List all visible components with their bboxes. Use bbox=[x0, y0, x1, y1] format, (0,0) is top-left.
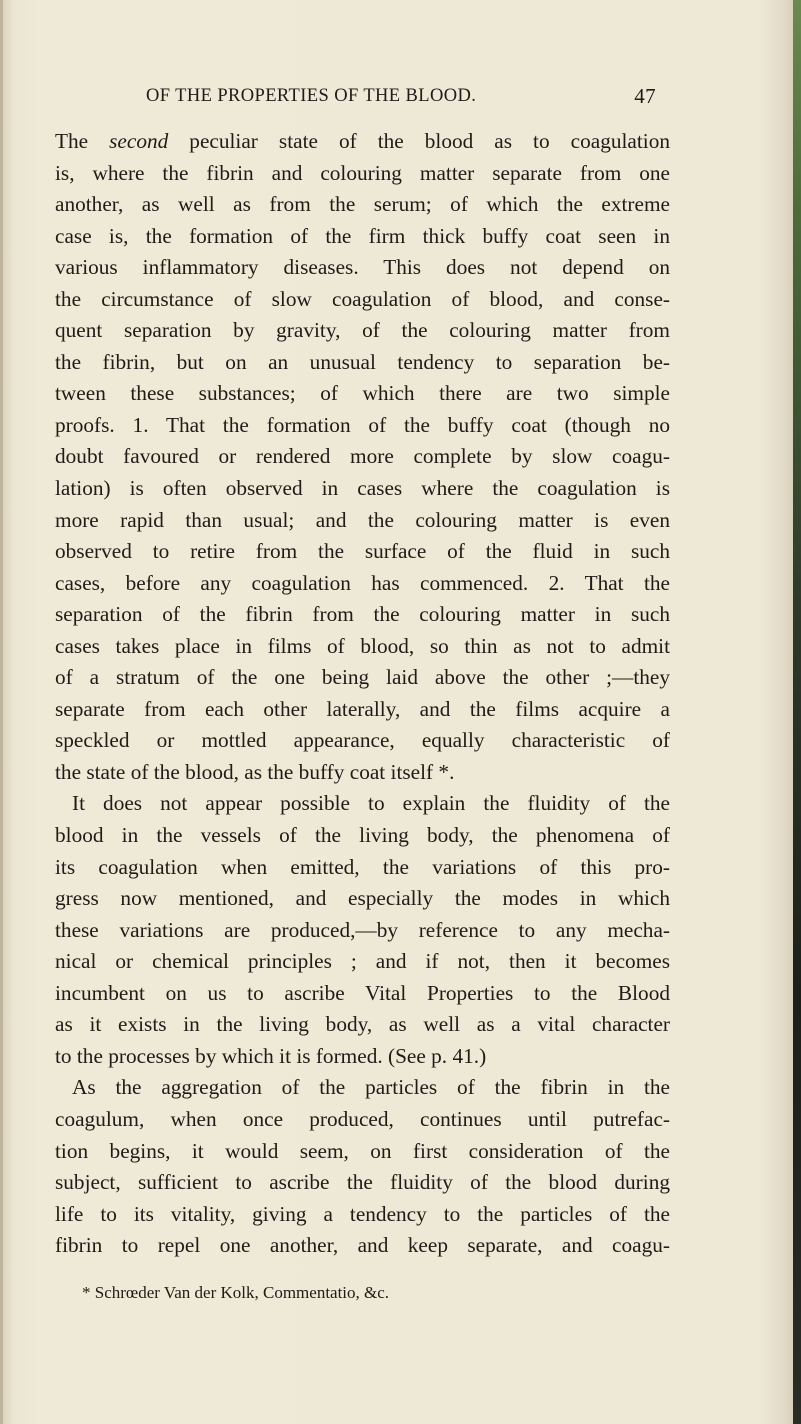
text-line: observed to retire from the surface of the fluid in such bbox=[55, 539, 670, 564]
text-line: It does not appear possible to explain the fluidity of the bbox=[72, 791, 670, 816]
text-line: gress now mentioned, and especially the modes in which bbox=[55, 886, 670, 911]
text-line: the fibrin, but on an unusual tendency to separation be- bbox=[55, 349, 670, 374]
text-line: speckled or mottled appearance, equally characteristic of bbox=[55, 728, 670, 753]
text-line: various inflammatory diseases. This does not depend on bbox=[55, 255, 670, 280]
text-line: separate from each other laterally, and the films acquire a bbox=[55, 696, 670, 721]
text-line: coagulum, when once produced, continues until putrefac- bbox=[55, 1106, 670, 1131]
text-line: of a stratum of the one being laid above the other ;—they bbox=[55, 665, 670, 690]
text-line: tion begins, it would seem, on first consideration of the bbox=[55, 1138, 670, 1163]
text-line: separation of the fibrin from the colouring matter in such bbox=[55, 602, 670, 627]
running-head bbox=[146, 86, 656, 116]
text-line: more rapid than usual; and the colouring matter is even bbox=[55, 507, 670, 532]
text-line: lation) is often observed in cases where the coagulation is bbox=[55, 476, 670, 501]
body-text bbox=[55, 126, 670, 1262]
book-spine-edge bbox=[793, 0, 801, 1424]
text-line: its coagulation when emitted, the variations of this pro- bbox=[55, 854, 670, 879]
text-line: cases takes place in films of blood, so thin as not to admit bbox=[55, 633, 670, 658]
text-line: the state of the blood, as the buffy coat itself *. bbox=[55, 759, 455, 784]
page-number: 47 bbox=[634, 84, 656, 108]
text-line: these variations are produced,—by reference to any mecha- bbox=[55, 917, 670, 942]
text-line: fibrin to repel one another, and keep separate, and coagu- bbox=[55, 1233, 670, 1258]
text-line: incumbent on us to ascribe Vital Properties to the Blood bbox=[55, 980, 670, 1005]
text-line: blood in the vessels of the living body, the phenomena of bbox=[55, 823, 670, 848]
text-line: nical or chemical principles ; and if not, then it becomes bbox=[55, 949, 670, 974]
text-line: cases, before any coagulation has commenced. 2. That the bbox=[55, 570, 670, 595]
text-line: quent separation by gravity, of the colouring matter from bbox=[55, 318, 670, 343]
footnote: * Schrœder Van der Kolk, Commentatio, &c. bbox=[82, 1283, 390, 1302]
text-line: another, as well as from the serum; of which the extreme bbox=[55, 192, 670, 217]
text-line: subject, sufficient to ascribe the fluidity of the blood during bbox=[55, 1170, 670, 1195]
text-line: case is, the formation of the firm thick buffy coat seen in bbox=[55, 223, 670, 248]
text-line: doubt favoured or rendered more complete by slow coagu- bbox=[55, 444, 670, 469]
page-left-edge bbox=[0, 0, 3, 1424]
text-line: proofs. 1. That the formation of the buffy coat (though no bbox=[55, 412, 670, 437]
text-line: is, where the fibrin and colouring matter separate from one bbox=[55, 160, 670, 185]
text-line: the circumstance of slow coagulation of blood, and conse- bbox=[55, 286, 670, 311]
text-line: life to its vitality, giving a tendency to the particles of the bbox=[55, 1201, 670, 1226]
text-line: tween these substances; of which there are two simple bbox=[55, 381, 670, 406]
text-line: to the processes by which it is formed. (See p. 41.) bbox=[55, 1043, 487, 1068]
text-line: As the aggregation of the particles of the fibrin in the bbox=[72, 1075, 670, 1100]
text-line: The second peculiar state of the blood as to coagulation bbox=[55, 129, 670, 153]
running-title: OF THE PROPERTIES OF THE BLOOD. bbox=[146, 86, 477, 106]
text-line: as it exists in the living body, as well as a vital character bbox=[55, 1012, 670, 1037]
emphasis-word: second bbox=[109, 129, 169, 153]
